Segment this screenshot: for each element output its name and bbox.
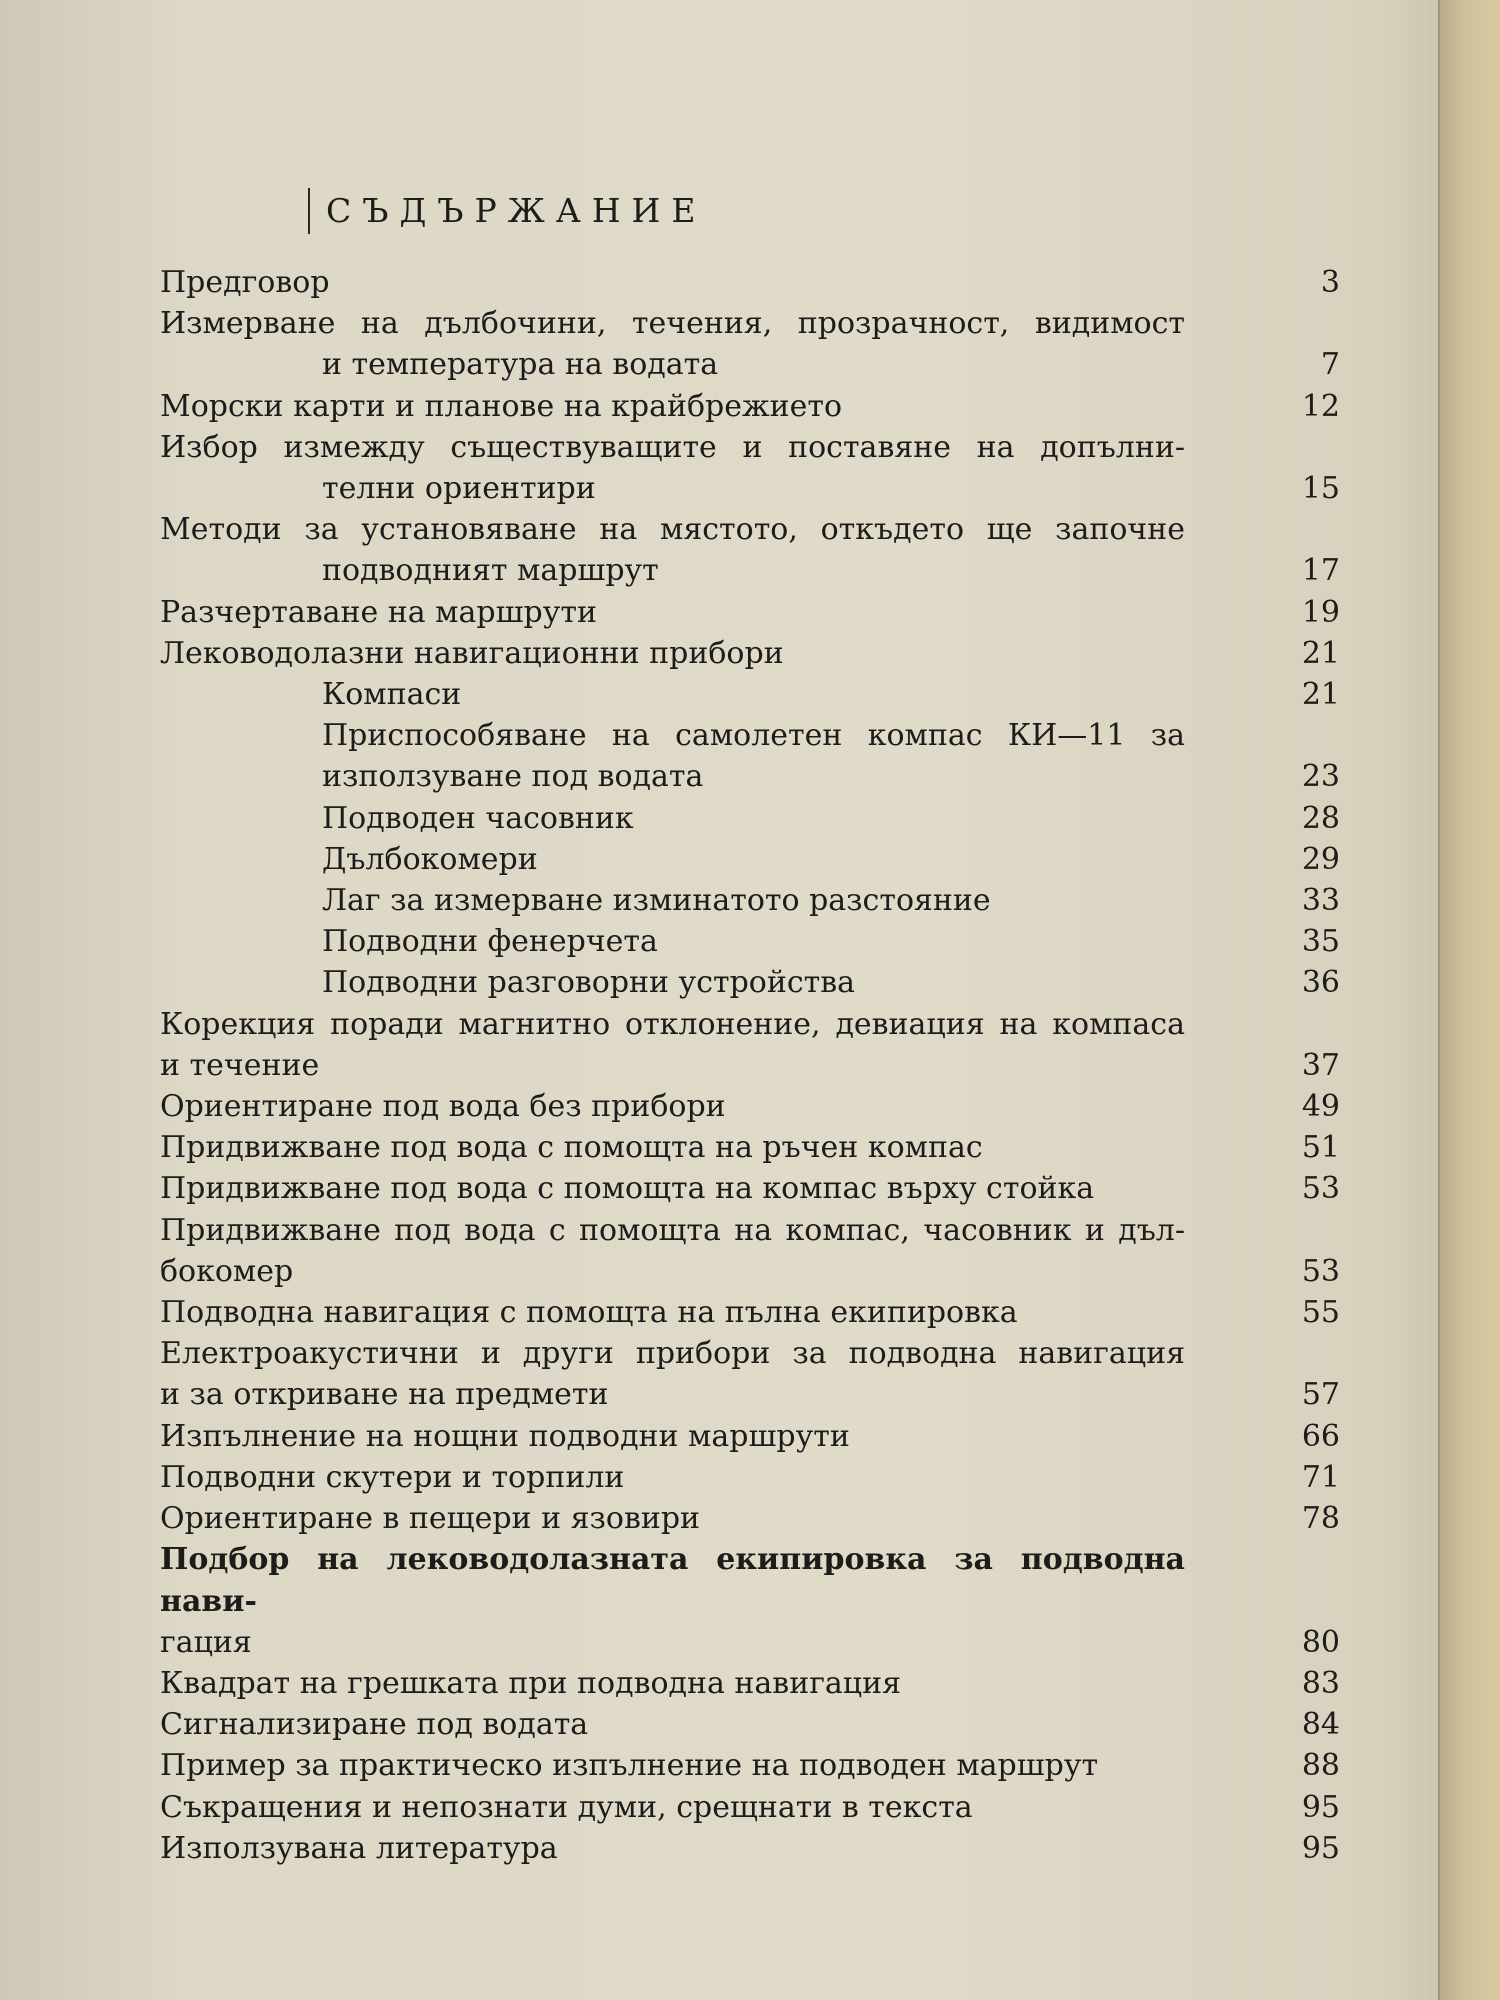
toc-entry-page: 95 — [1301, 1830, 1340, 1866]
toc-entry-title: гация — [160, 1624, 252, 1660]
toc-entry-page: 88 — [1301, 1748, 1340, 1784]
toc-entry — [160, 1498, 1340, 1539]
toc-entry-page: 49 — [1301, 1089, 1340, 1125]
toc-entry-page: 15 — [1301, 471, 1340, 507]
toc-entry-title: Компаси — [322, 677, 462, 713]
toc-entry — [160, 1004, 1340, 1045]
toc-entry — [160, 262, 1340, 303]
toc-entry-page: 7 — [1320, 347, 1340, 383]
toc-entry-title: Подводна навигация с помощта на пълна екипировка — [160, 1295, 1018, 1331]
toc-entry — [160, 1539, 1340, 1621]
toc-entry-page: 71 — [1301, 1459, 1340, 1495]
toc-entry-page: 29 — [1301, 841, 1340, 877]
toc-entry — [160, 1828, 1340, 1869]
toc-entry-title: Електроакустични и други прибори за подводна навигация — [160, 1336, 1185, 1372]
toc-entry-page: 36 — [1301, 965, 1340, 1001]
toc-entry-title: Придвижване под вода с помощта на компас, часовник и дъл- — [160, 1212, 1185, 1248]
toc-entry — [160, 1251, 1340, 1292]
toc-entry-page: 21 — [1301, 635, 1340, 671]
toc-entry-page: 51 — [1301, 1130, 1340, 1166]
toc-entry-title: Използувана литература — [160, 1830, 558, 1866]
toc-entry-page: 78 — [1301, 1501, 1340, 1537]
toc-entry — [160, 1045, 1340, 1086]
toc-entry — [160, 1292, 1340, 1333]
toc-entry-title: Приспособяване на самолетен компас КИ—11 за — [322, 718, 1185, 754]
toc-entry-title: Предговор — [160, 265, 330, 300]
toc-entry-title: и за откриване на предмети — [160, 1377, 609, 1413]
toc-entry — [160, 674, 1340, 715]
toc-entry — [160, 1787, 1340, 1828]
toc-entry — [160, 798, 1340, 839]
toc-entry-title: Изпълнение на нощни подводни маршрути — [160, 1418, 850, 1454]
toc-entry — [160, 633, 1340, 674]
toc-entry-title: Подбор на леководолазната екипировка за подводна нави- — [160, 1542, 1185, 1619]
toc-entry — [160, 386, 1340, 427]
toc-entry-title: и температура на водата — [322, 347, 719, 383]
toc-entry — [160, 468, 1340, 509]
toc-entry-page: 95 — [1301, 1789, 1340, 1825]
table-of-contents — [160, 262, 1340, 1869]
toc-entry-title: Избор измежду съществуващите и поставяне на допълни- — [160, 429, 1185, 465]
contents-heading: СЪДЪРЖАНИЕ — [308, 188, 706, 234]
toc-entry — [160, 1704, 1340, 1745]
toc-entry — [160, 1127, 1340, 1168]
toc-entry-page: 3 — [1320, 265, 1340, 300]
toc-entry-title: Ориентиране под вода без прибори — [160, 1089, 726, 1125]
toc-entry-page: 37 — [1301, 1047, 1340, 1083]
toc-entry-title: Леководолазни навигационни прибори — [160, 635, 784, 671]
toc-entry — [160, 592, 1340, 633]
toc-entry-page: 84 — [1301, 1707, 1340, 1743]
toc-entry — [160, 1416, 1340, 1457]
toc-entry-page: 55 — [1301, 1295, 1340, 1331]
toc-entry — [160, 1086, 1340, 1127]
page-edge — [1438, 0, 1500, 2000]
toc-entry-title: и течение — [160, 1047, 320, 1083]
toc-entry-title: подводният маршрут — [322, 553, 659, 589]
toc-entry — [160, 1622, 1340, 1663]
toc-entry-title: Придвижване под вода с помощта на компас върху стойка — [160, 1171, 1095, 1207]
toc-entry-page: 83 — [1301, 1665, 1340, 1701]
toc-entry-title: Подводни скутери и торпили — [160, 1459, 625, 1495]
toc-entry — [160, 715, 1340, 756]
toc-entry-title: Морски карти и планове на крайбрежието — [160, 388, 843, 424]
toc-entry-title: Придвижване под вода с помощта на ръчен компас — [160, 1130, 983, 1166]
toc-entry-title: Корекция поради магнитно отклонение, девиация на компаса — [160, 1006, 1185, 1042]
toc-entry-title: Подводен часовник — [322, 800, 634, 836]
toc-entry — [160, 1374, 1340, 1415]
toc-entry-page: 17 — [1301, 553, 1340, 589]
toc-entry-page: 80 — [1301, 1624, 1340, 1660]
toc-entry — [160, 1663, 1340, 1704]
toc-entry — [160, 344, 1340, 385]
toc-entry — [160, 839, 1340, 880]
toc-entry-title: Съкращения и непознати думи, срещнати в текста — [160, 1789, 973, 1825]
toc-entry-title: Лаг за измерване изминатото разстояние — [322, 883, 991, 919]
toc-entry-title: Дълбокомери — [322, 841, 538, 877]
toc-entry-title: Подводни фенерчета — [322, 924, 658, 960]
toc-entry-title: бокомер — [160, 1253, 294, 1289]
toc-entry-title: Подводни разговорни устройства — [322, 965, 856, 1001]
toc-entry — [160, 1210, 1340, 1251]
toc-entry-title: Сигнализиране под водата — [160, 1707, 589, 1743]
toc-entry — [160, 962, 1340, 1003]
toc-entry-title: Пример за практическо изпълнение на подводен маршрут — [160, 1748, 1099, 1784]
toc-entry — [160, 1745, 1340, 1786]
toc-entry — [160, 550, 1340, 591]
toc-entry-page: 28 — [1301, 800, 1340, 836]
toc-entry-page: 33 — [1301, 883, 1340, 919]
toc-entry-title: телни ориентири — [322, 471, 596, 507]
toc-entry — [160, 756, 1340, 797]
toc-entry — [160, 921, 1340, 962]
toc-entry — [160, 427, 1340, 468]
toc-entry-page: 66 — [1301, 1418, 1340, 1454]
toc-entry — [160, 1168, 1340, 1209]
toc-entry-title: Методи за установяване на мястото, откъдето ще започне — [160, 512, 1185, 548]
toc-entry-page: 53 — [1301, 1253, 1340, 1289]
toc-entry — [160, 303, 1340, 344]
toc-entry — [160, 880, 1340, 921]
toc-entry-title: Измерване на дълбочини, течения, прозрачност, видимост — [160, 306, 1185, 342]
toc-entry — [160, 1333, 1340, 1374]
toc-entry-title: използуване под водата — [322, 759, 704, 795]
toc-entry-title: Разчертаване на маршрути — [160, 594, 597, 630]
toc-entry-page: 57 — [1301, 1377, 1340, 1413]
toc-entry-title: Ориентиране в пещери и язовири — [160, 1501, 701, 1537]
toc-entry-page: 12 — [1301, 388, 1340, 424]
toc-entry — [160, 509, 1340, 550]
toc-entry — [160, 1457, 1340, 1498]
toc-entry-page: 35 — [1301, 924, 1340, 960]
toc-entry-page: 19 — [1301, 594, 1340, 630]
toc-entry-page: 23 — [1301, 759, 1340, 795]
toc-entry-title: Квадрат на грешката при подводна навигация — [160, 1665, 902, 1701]
toc-entry-page: 21 — [1301, 677, 1340, 713]
toc-entry-page: 53 — [1301, 1171, 1340, 1207]
